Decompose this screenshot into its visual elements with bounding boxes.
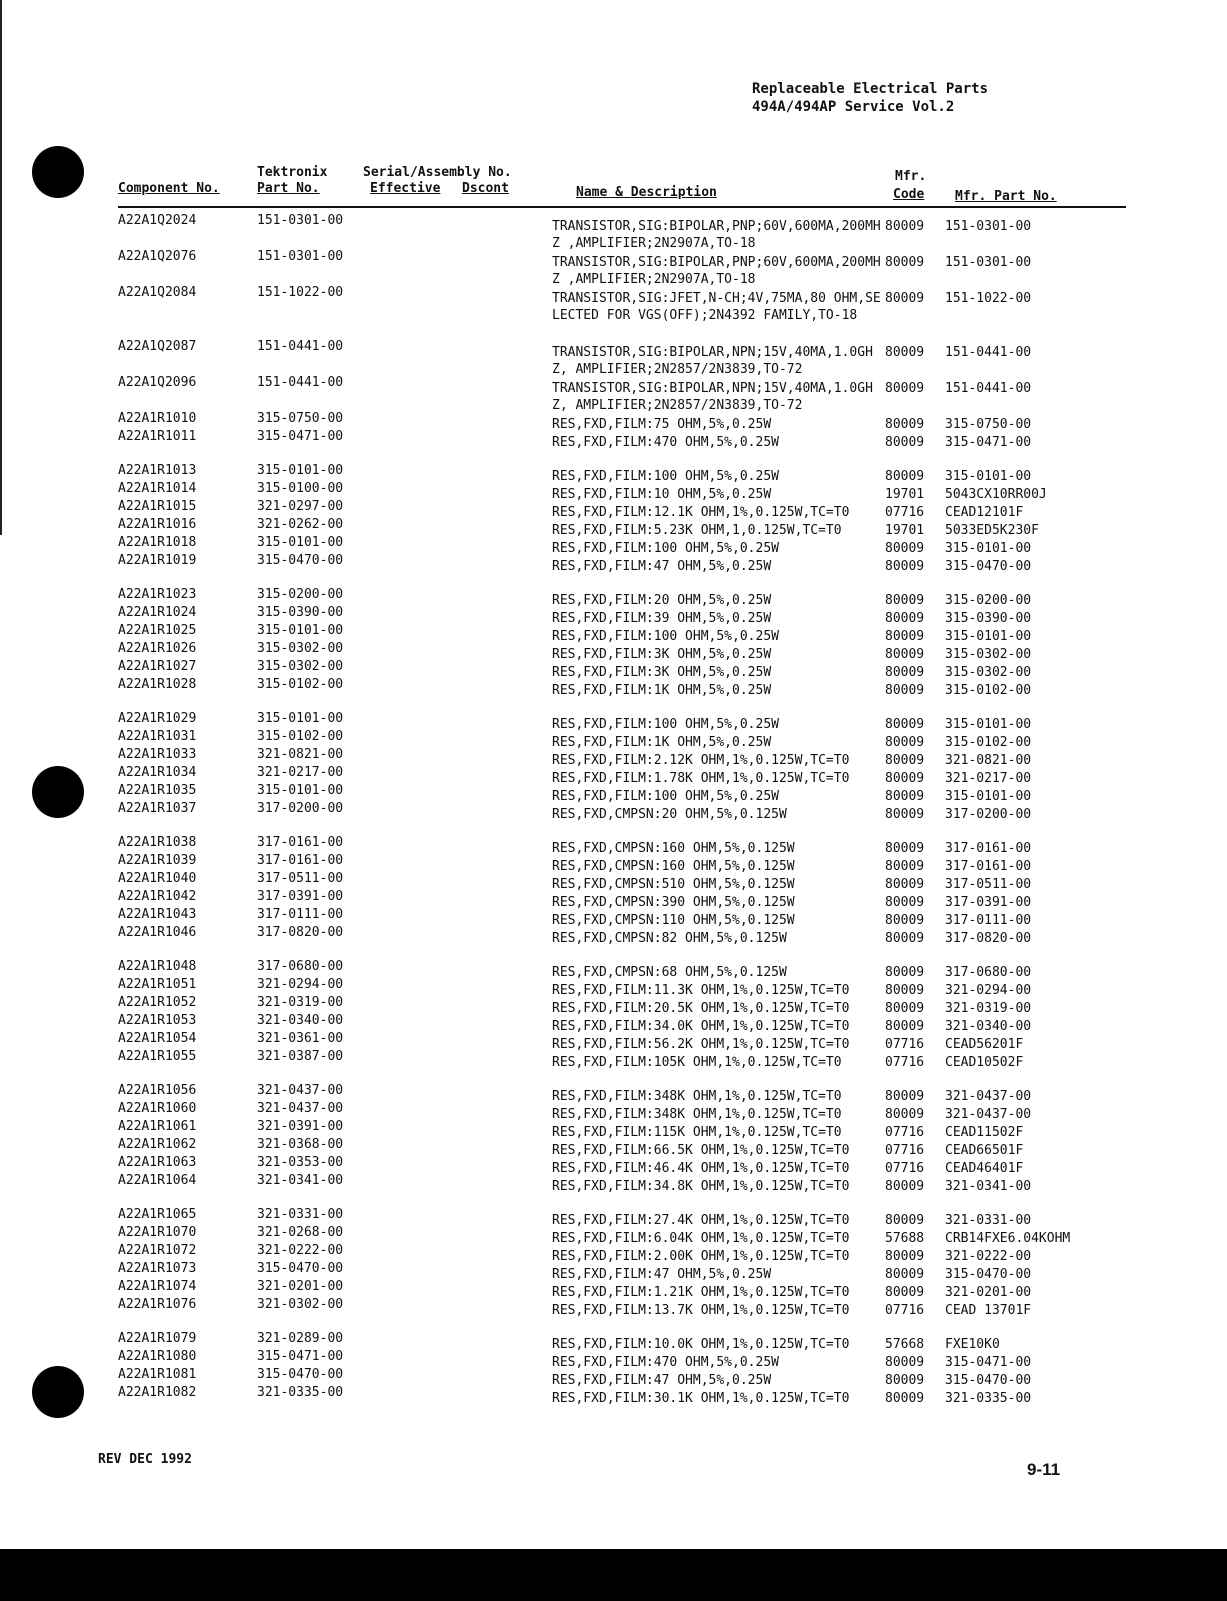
name-description: TRANSISTOR,SIG:JFET,N-CH;4V,75MA,80 OHM,SELECTED FOR VGS(OFF);2N4392 FAMILY,TO-18 (552, 291, 881, 323)
tektronix-part-no: 321-0294-00 (257, 977, 344, 992)
name-description: RES,FXD,FILM:56.2K OHM,1%,0.125W,TC=T0 (552, 1037, 850, 1052)
mfr-part-no: 321-0335-00 (945, 1391, 1032, 1406)
tektronix-part-no: 321-0268-00 (257, 1225, 344, 1240)
component-no: A22A1Q2084 (118, 285, 197, 300)
name-description: RES,FXD,FILM:39 OHM,5%,0.25W (552, 611, 772, 626)
tektronix-part-no: 321-0217-00 (257, 765, 344, 780)
mfr-part-no: 315-0470-00 (945, 1267, 1032, 1282)
mfr-code: 80009 (885, 291, 925, 306)
name-description: RES,FXD,FILM:34.0K OHM,1%,0.125W,TC=T0 (552, 1019, 850, 1034)
name-description: RES,FXD,FILM:10.0K OHM,1%,0.125W,TC=T0 (552, 1337, 850, 1352)
table-row (0, 1048, 1227, 1086)
name-description: RES,FXD,FILM:1.21K OHM,1%,0.125W,TC=T0 (552, 1285, 850, 1300)
mfr-part-no: 321-0217-00 (945, 771, 1032, 786)
component-no: A22A1R1026 (118, 641, 197, 656)
component-no: A22A1R1018 (118, 535, 197, 550)
mfr-code: 80009 (885, 593, 925, 608)
tektronix-part-no: 321-0201-00 (257, 1279, 344, 1294)
component-no: A22A1R1053 (118, 1013, 197, 1028)
name-description: RES,FXD,FILM:2.12K OHM,1%,0.125W,TC=T0 (552, 753, 850, 768)
tektronix-part-no: 315-0101-00 (257, 623, 344, 638)
mfr-code: 80009 (885, 1179, 925, 1194)
name-description: RES,FXD,FILM:30.1K OHM,1%,0.125W,TC=T0 (552, 1391, 850, 1406)
tektronix-part-no: 315-0471-00 (257, 429, 344, 444)
mfr-code: 80009 (885, 559, 925, 574)
mfr-code: 80009 (885, 1285, 925, 1300)
table-row (0, 338, 1227, 376)
tektronix-part-no: 151-1022-00 (257, 285, 344, 300)
name-description: RES,FXD,FILM:13.7K OHM,1%,0.125W,TC=T0 (552, 1303, 850, 1318)
tektronix-part-no: 321-0353-00 (257, 1155, 344, 1170)
tektronix-part-no: 315-0390-00 (257, 605, 344, 620)
mfr-code: 80009 (885, 1373, 925, 1388)
col-header-mfr: Mfr. (895, 169, 927, 184)
name-description: RES,FXD,FILM:46.4K OHM,1%,0.125W,TC=T0 (552, 1161, 850, 1176)
component-no: A22A1Q2087 (118, 339, 197, 354)
tektronix-part-no: 315-0470-00 (257, 1367, 344, 1382)
name-description: RES,FXD,FILM:100 OHM,5%,0.25W (552, 541, 779, 556)
table-row (0, 676, 1227, 714)
component-no: A22A1R1014 (118, 481, 197, 496)
component-no: A22A1R1025 (118, 623, 197, 638)
component-no: A22A1R1082 (118, 1385, 197, 1400)
mfr-code: 80009 (885, 859, 925, 874)
component-no: A22A1R1062 (118, 1137, 197, 1152)
col-header-part-no: Part No. (257, 181, 320, 196)
tektronix-part-no: 317-0161-00 (257, 853, 344, 868)
mfr-code: 80009 (885, 417, 925, 432)
mfr-part-no: 317-0161-00 (945, 841, 1032, 856)
mfr-part-no: CEAD12101F (945, 505, 1024, 520)
mfr-part-no: 315-0750-00 (945, 417, 1032, 432)
name-description: RES,FXD,FILM:1K OHM,5%,0.25W (552, 683, 772, 698)
name-description: RES,FXD,CMPSN:390 OHM,5%,0.125W (552, 895, 795, 910)
mfr-code: 80009 (885, 219, 925, 234)
mfr-part-no: 151-0441-00 (945, 381, 1032, 396)
mfr-part-no: FXE10K0 (945, 1337, 1000, 1352)
mfr-part-no: CEAD56201F (945, 1037, 1024, 1052)
tektronix-part-no: 315-0200-00 (257, 587, 344, 602)
name-description: TRANSISTOR,SIG:BIPOLAR,PNP;60V,600MA,200MHZ ,AMPLIFIER;2N2907A,TO-18 (552, 255, 881, 287)
tektronix-part-no: 321-0387-00 (257, 1049, 344, 1064)
table-row (0, 800, 1227, 838)
mfr-code: 80009 (885, 895, 925, 910)
mfr-part-no: 321-0294-00 (945, 983, 1032, 998)
mfr-part-no: 315-0471-00 (945, 435, 1032, 450)
col-header-effective: Effective (370, 181, 441, 196)
tektronix-part-no: 315-0101-00 (257, 783, 344, 798)
mfr-code: 80009 (885, 1267, 925, 1282)
mfr-code: 80009 (885, 913, 925, 928)
mfr-code: 80009 (885, 965, 925, 980)
tektronix-part-no: 315-0470-00 (257, 553, 344, 568)
mfr-part-no: 315-0302-00 (945, 647, 1032, 662)
component-no: A22A1R1033 (118, 747, 197, 762)
component-no: A22A1R1080 (118, 1349, 197, 1364)
component-no: A22A1R1081 (118, 1367, 197, 1382)
mfr-code: 80009 (885, 647, 925, 662)
table-row (0, 1172, 1227, 1210)
mfr-code: 80009 (885, 665, 925, 680)
mfr-code: 80009 (885, 1355, 925, 1370)
component-no: A22A1R1024 (118, 605, 197, 620)
component-no: A22A1R1010 (118, 411, 197, 426)
tektronix-part-no: 321-0302-00 (257, 1297, 344, 1312)
mfr-part-no: 321-0821-00 (945, 753, 1032, 768)
tektronix-part-no: 321-0361-00 (257, 1031, 344, 1046)
component-no: A22A1R1046 (118, 925, 197, 940)
name-description: RES,FXD,FILM:115K OHM,1%,0.125W,TC=T0 (552, 1125, 842, 1140)
mfr-part-no: 315-0470-00 (945, 1373, 1032, 1388)
mfr-code: 80009 (885, 541, 925, 556)
tektronix-part-no: 321-0319-00 (257, 995, 344, 1010)
name-description: RES,FXD,FILM:100 OHM,5%,0.25W (552, 629, 779, 644)
name-description: RES,FXD,FILM:11.3K OHM,1%,0.125W,TC=T0 (552, 983, 850, 998)
name-description: RES,FXD,FILM:348K OHM,1%,0.125W,TC=T0 (552, 1089, 842, 1104)
tektronix-part-no: 317-0200-00 (257, 801, 344, 816)
tektronix-part-no: 321-0331-00 (257, 1207, 344, 1222)
name-description: RES,FXD,FILM:47 OHM,5%,0.25W (552, 1373, 772, 1388)
mfr-code: 80009 (885, 877, 925, 892)
component-no: A22A1R1074 (118, 1279, 197, 1294)
mfr-part-no: 321-0341-00 (945, 1179, 1032, 1194)
tektronix-part-no: 315-0471-00 (257, 1349, 344, 1364)
component-no: A22A1R1042 (118, 889, 197, 904)
mfr-part-no: 321-0437-00 (945, 1089, 1032, 1104)
tektronix-part-no: 321-0222-00 (257, 1243, 344, 1258)
tektronix-part-no: 151-0441-00 (257, 339, 344, 354)
component-no: A22A1R1031 (118, 729, 197, 744)
component-no: A22A1R1023 (118, 587, 197, 602)
component-no: A22A1R1048 (118, 959, 197, 974)
tektronix-part-no: 321-0368-00 (257, 1137, 344, 1152)
mfr-part-no: 321-0340-00 (945, 1019, 1032, 1034)
mfr-part-no: 5043CX10RR00J (945, 487, 1047, 502)
name-description: RES,FXD,FILM:100 OHM,5%,0.25W (552, 717, 779, 732)
mfr-code: 07716 (885, 1303, 925, 1318)
mfr-part-no: 317-0511-00 (945, 877, 1032, 892)
mfr-code: 80009 (885, 611, 925, 626)
mfr-part-no: 317-0200-00 (945, 807, 1032, 822)
col-header-tektronix: Tektronix (257, 165, 328, 180)
mfr-code: 07716 (885, 1055, 925, 1070)
mfr-part-no: 317-0161-00 (945, 859, 1032, 874)
name-description: RES,FXD,CMPSN:160 OHM,5%,0.125W (552, 859, 795, 874)
component-no: A22A1R1055 (118, 1049, 197, 1064)
name-description: RES,FXD,FILM:2.00K OHM,1%,0.125W,TC=T0 (552, 1249, 850, 1264)
component-no: A22A1R1015 (118, 499, 197, 514)
page-subtitle: 494A/494AP Service Vol.2 (752, 99, 955, 115)
table-row (0, 1296, 1227, 1334)
mfr-code: 80009 (885, 1001, 925, 1016)
mfr-part-no: 321-0201-00 (945, 1285, 1032, 1300)
tektronix-part-no: 315-0750-00 (257, 411, 344, 426)
component-no: A22A1R1029 (118, 711, 197, 726)
component-no: A22A1R1054 (118, 1031, 197, 1046)
component-no: A22A1R1019 (118, 553, 197, 568)
name-description: RES,FXD,FILM:47 OHM,5%,0.25W (552, 559, 772, 574)
tektronix-part-no: 321-0340-00 (257, 1013, 344, 1028)
component-no: A22A1R1027 (118, 659, 197, 674)
mfr-code: 80009 (885, 629, 925, 644)
page-title: Replaceable Electrical Parts (752, 81, 989, 97)
mfr-part-no: 315-0470-00 (945, 559, 1032, 574)
mfr-code: 07716 (885, 1037, 925, 1052)
mfr-code: 07716 (885, 505, 925, 520)
mfr-part-no: 315-0200-00 (945, 593, 1032, 608)
tektronix-part-no: 151-0441-00 (257, 375, 344, 390)
mfr-code: 80009 (885, 735, 925, 750)
tektronix-part-no: 315-0102-00 (257, 677, 344, 692)
component-no: A22A1R1034 (118, 765, 197, 780)
mfr-code: 80009 (885, 381, 925, 396)
mfr-code: 19701 (885, 487, 925, 502)
tektronix-part-no: 317-0820-00 (257, 925, 344, 940)
tektronix-part-no: 315-0302-00 (257, 659, 344, 674)
name-description: RES,FXD,CMPSN:510 OHM,5%,0.125W (552, 877, 795, 892)
tektronix-part-no: 315-0302-00 (257, 641, 344, 656)
col-header-name-description: Name & Description (576, 185, 717, 200)
tektronix-part-no: 315-0102-00 (257, 729, 344, 744)
table-row (0, 374, 1227, 412)
component-no: A22A1R1013 (118, 463, 197, 478)
name-description: RES,FXD,FILM:1.78K OHM,1%,0.125W,TC=T0 (552, 771, 850, 786)
component-no: A22A1R1040 (118, 871, 197, 886)
name-description: RES,FXD,CMPSN:110 OHM,5%,0.125W (552, 913, 795, 928)
mfr-part-no: 315-0101-00 (945, 789, 1032, 804)
mfr-code: 80009 (885, 931, 925, 946)
component-no: A22A1R1060 (118, 1101, 197, 1116)
mfr-part-no: 321-0319-00 (945, 1001, 1032, 1016)
mfr-part-no: 151-1022-00 (945, 291, 1032, 306)
mfr-code: 80009 (885, 841, 925, 856)
mfr-code: 57668 (885, 1337, 925, 1352)
component-no: A22A1R1051 (118, 977, 197, 992)
mfr-part-no: 315-0101-00 (945, 541, 1032, 556)
mfr-code: 80009 (885, 771, 925, 786)
tektronix-part-no: 315-0101-00 (257, 463, 344, 478)
tektronix-part-no: 321-0341-00 (257, 1173, 344, 1188)
tektronix-part-no: 317-0161-00 (257, 835, 344, 850)
name-description: RES,FXD,FILM:470 OHM,5%,0.25W (552, 1355, 779, 1370)
component-no: A22A1R1064 (118, 1173, 197, 1188)
name-description: RES,FXD,CMPSN:160 OHM,5%,0.125W (552, 841, 795, 856)
mfr-code: 07716 (885, 1161, 925, 1176)
mfr-code: 80009 (885, 983, 925, 998)
component-no: A22A1R1065 (118, 1207, 197, 1222)
name-description: RES,FXD,CMPSN:82 OHM,5%,0.125W (552, 931, 787, 946)
mfr-part-no: 151-0441-00 (945, 345, 1032, 360)
name-description: RES,FXD,FILM:10 OHM,5%,0.25W (552, 487, 772, 502)
component-no: A22A1R1070 (118, 1225, 197, 1240)
tektronix-part-no: 315-0470-00 (257, 1261, 344, 1276)
tektronix-part-no: 321-0437-00 (257, 1101, 344, 1116)
component-no: A22A1R1011 (118, 429, 197, 444)
tektronix-part-no: 321-0335-00 (257, 1385, 344, 1400)
mfr-part-no: 321-0222-00 (945, 1249, 1032, 1264)
mfr-code: 80009 (885, 1391, 925, 1406)
mfr-part-no: 317-0391-00 (945, 895, 1032, 910)
name-description: RES,FXD,CMPSN:68 OHM,5%,0.125W (552, 965, 787, 980)
tektronix-part-no: 321-0289-00 (257, 1331, 344, 1346)
name-description: RES,FXD,FILM:105K OHM,1%,0.125W,TC=T0 (552, 1055, 842, 1070)
name-description: RES,FXD,FILM:20.5K OHM,1%,0.125W,TC=T0 (552, 1001, 850, 1016)
mfr-code: 80009 (885, 1089, 925, 1104)
component-no: A22A1R1079 (118, 1331, 197, 1346)
mfr-part-no: 317-0680-00 (945, 965, 1032, 980)
mfr-code: 57688 (885, 1231, 925, 1246)
tektronix-part-no: 315-0101-00 (257, 535, 344, 550)
tektronix-part-no: 317-0111-00 (257, 907, 344, 922)
mfr-part-no: 317-0111-00 (945, 913, 1032, 928)
mfr-code: 80009 (885, 1019, 925, 1034)
mfr-part-no: 321-0331-00 (945, 1213, 1032, 1228)
col-header-mfr-part: Mfr. Part No. (955, 189, 1057, 204)
mfr-code: 07716 (885, 1143, 925, 1158)
name-description: RES,FXD,FILM:100 OHM,5%,0.25W (552, 789, 779, 804)
name-description: TRANSISTOR,SIG:BIPOLAR,PNP;60V,600MA,200MHZ ,AMPLIFIER;2N2907A,TO-18 (552, 219, 881, 251)
mfr-code: 80009 (885, 345, 925, 360)
mfr-code: 80009 (885, 683, 925, 698)
name-description: RES,FXD,FILM:3K OHM,5%,0.25W (552, 665, 772, 680)
table-row (0, 248, 1227, 286)
tektronix-part-no: 315-0100-00 (257, 481, 344, 496)
name-description: RES,FXD,FILM:34.8K OHM,1%,0.125W,TC=T0 (552, 1179, 850, 1194)
mfr-code: 80009 (885, 807, 925, 822)
name-description: TRANSISTOR,SIG:BIPOLAR,NPN;15V,40MA,1.0GHZ, AMPLIFIER;2N2857/2N3839,TO-72 (552, 381, 873, 413)
name-description: RES,FXD,FILM:12.1K OHM,1%,0.125W,TC=T0 (552, 505, 850, 520)
mfr-code: 07716 (885, 1125, 925, 1140)
component-no: A22A1R1035 (118, 783, 197, 798)
tektronix-part-no: 151-0301-00 (257, 213, 344, 228)
tektronix-part-no: 317-0391-00 (257, 889, 344, 904)
tektronix-part-no: 315-0101-00 (257, 711, 344, 726)
mfr-code: 80009 (885, 435, 925, 450)
mfr-part-no: CEAD11502F (945, 1125, 1024, 1140)
component-no: A22A1R1038 (118, 835, 197, 850)
tektronix-part-no: 317-0680-00 (257, 959, 344, 974)
mfr-code: 19701 (885, 523, 925, 538)
mfr-code: 80009 (885, 1249, 925, 1264)
col-header-mfr-code: Code (893, 187, 925, 202)
mfr-part-no: 151-0301-00 (945, 255, 1032, 270)
col-header-dscont: Dscont (462, 181, 509, 196)
component-no: A22A1Q2076 (118, 249, 197, 264)
name-description: RES,FXD,CMPSN:20 OHM,5%,0.125W (552, 807, 787, 822)
component-no: A22A1R1016 (118, 517, 197, 532)
tektronix-part-no: 321-0391-00 (257, 1119, 344, 1134)
component-no: A22A1R1043 (118, 907, 197, 922)
table-row (0, 552, 1227, 590)
table-row (0, 284, 1227, 322)
mfr-part-no: 315-0101-00 (945, 717, 1032, 732)
mfr-code: 80009 (885, 469, 925, 484)
mfr-part-no: CRB14FXE6.04KOHM (945, 1231, 1071, 1246)
tektronix-part-no: 321-0262-00 (257, 517, 344, 532)
name-description: RES,FXD,FILM:1K OHM,5%,0.25W (552, 735, 772, 750)
name-description: TRANSISTOR,SIG:BIPOLAR,NPN;15V,40MA,1.0GHZ, AMPLIFIER;2N2857/2N3839,TO-72 (552, 345, 873, 377)
table-row (0, 924, 1227, 962)
name-description: RES,FXD,FILM:348K OHM,1%,0.125W,TC=T0 (552, 1107, 842, 1122)
mfr-part-no: 315-0471-00 (945, 1355, 1032, 1370)
component-no: A22A1R1028 (118, 677, 197, 692)
mfr-part-no: 315-0101-00 (945, 469, 1032, 484)
name-description: RES,FXD,FILM:470 OHM,5%,0.25W (552, 435, 779, 450)
mfr-part-no: 315-0102-00 (945, 683, 1032, 698)
tektronix-part-no: 321-0437-00 (257, 1083, 344, 1098)
component-no: A22A1R1052 (118, 995, 197, 1010)
component-no: A22A1R1073 (118, 1261, 197, 1276)
mfr-part-no: 315-0302-00 (945, 665, 1032, 680)
mfr-code: 80009 (885, 1213, 925, 1228)
page-number: 9-11 (1027, 1460, 1061, 1479)
mfr-code: 80009 (885, 717, 925, 732)
name-description: RES,FXD,FILM:75 OHM,5%,0.25W (552, 417, 772, 432)
component-no: A22A1R1076 (118, 1297, 197, 1312)
name-description: RES,FXD,FILM:47 OHM,5%,0.25W (552, 1267, 772, 1282)
mfr-code: 80009 (885, 753, 925, 768)
component-no: A22A1R1039 (118, 853, 197, 868)
component-no: A22A1R1056 (118, 1083, 197, 1098)
component-no: A22A1R1061 (118, 1119, 197, 1134)
mfr-part-no: 315-0102-00 (945, 735, 1032, 750)
mfr-part-no: 315-0390-00 (945, 611, 1032, 626)
mfr-code: 80009 (885, 255, 925, 270)
component-no: A22A1R1072 (118, 1243, 197, 1258)
col-header-serial: Serial/Assembly No. (363, 165, 512, 180)
tektronix-part-no: 321-0297-00 (257, 499, 344, 514)
name-description: RES,FXD,FILM:3K OHM,5%,0.25W (552, 647, 772, 662)
mfr-part-no: CEAD 13701F (945, 1303, 1032, 1318)
name-description: RES,FXD,FILM:5.23K OHM,1,0.125W,TC=T0 (552, 523, 842, 538)
tektronix-part-no: 317-0511-00 (257, 871, 344, 886)
scan-bottom-band (0, 1549, 1227, 1601)
component-no: A22A1R1063 (118, 1155, 197, 1170)
mfr-part-no: CEAD66501F (945, 1143, 1024, 1158)
mfr-part-no: CEAD10502F (945, 1055, 1024, 1070)
name-description: RES,FXD,FILM:27.4K OHM,1%,0.125W,TC=T0 (552, 1213, 850, 1228)
name-description: RES,FXD,FILM:20 OHM,5%,0.25W (552, 593, 772, 608)
revision-date: REV DEC 1992 (98, 1452, 192, 1467)
mfr-part-no: 151-0301-00 (945, 219, 1032, 234)
mfr-code: 80009 (885, 789, 925, 804)
component-no: A22A1Q2024 (118, 213, 197, 228)
name-description: RES,FXD,FILM:6.04K OHM,1%,0.125W,TC=T0 (552, 1231, 850, 1246)
mfr-part-no: 321-0437-00 (945, 1107, 1032, 1122)
mfr-part-no: 5033ED5K230F (945, 523, 1039, 538)
table-row (0, 428, 1227, 466)
name-description: RES,FXD,FILM:100 OHM,5%,0.25W (552, 469, 779, 484)
component-no: A22A1Q2096 (118, 375, 197, 390)
col-header-component: Component No. (118, 181, 220, 196)
tektronix-part-no: 321-0821-00 (257, 747, 344, 762)
mfr-code: 80009 (885, 1107, 925, 1122)
mfr-part-no: 317-0820-00 (945, 931, 1032, 946)
tektronix-part-no: 151-0301-00 (257, 249, 344, 264)
mfr-part-no: 315-0101-00 (945, 629, 1032, 644)
name-description: RES,FXD,FILM:66.5K OHM,1%,0.125W,TC=T0 (552, 1143, 850, 1158)
table-row (0, 1384, 1227, 1422)
mfr-part-no: CEAD46401F (945, 1161, 1024, 1176)
table-row (0, 212, 1227, 250)
component-no: A22A1R1037 (118, 801, 197, 816)
